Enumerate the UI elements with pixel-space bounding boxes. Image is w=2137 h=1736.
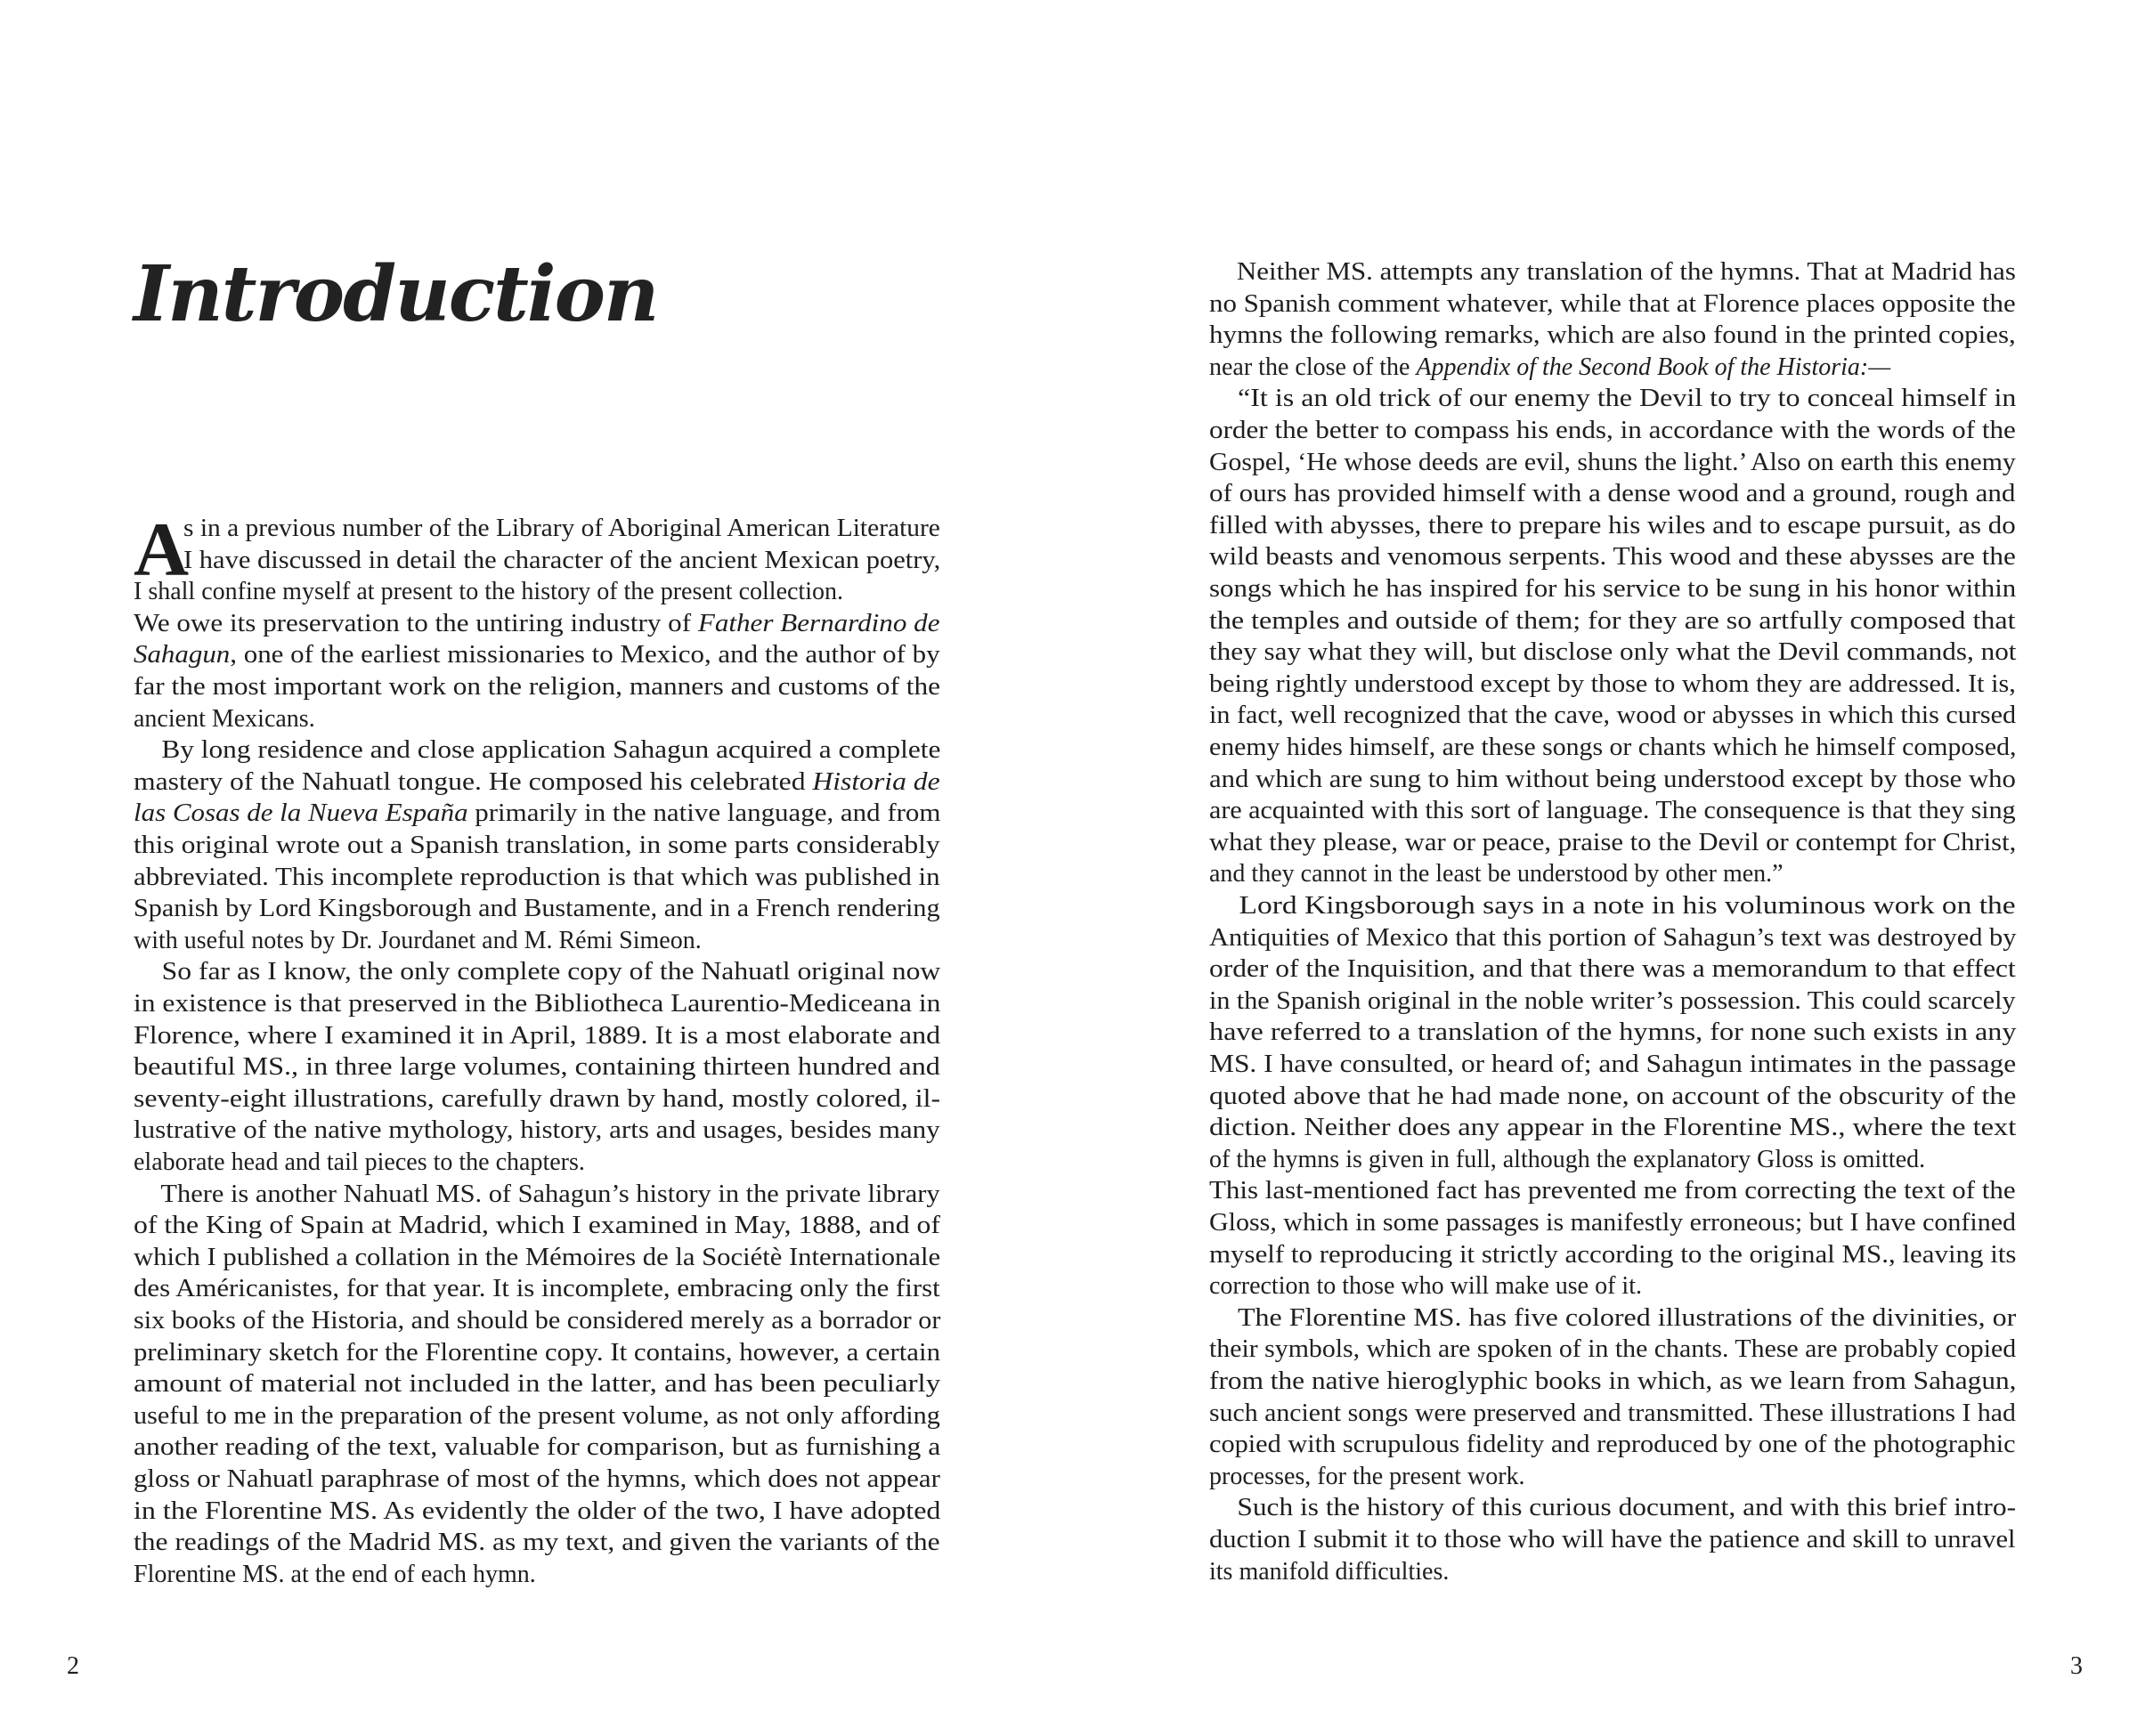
text-line: copied with scrupulous fidelity and reproduced by one of the photographic	[1209, 1431, 2016, 1459]
text-line: from the native hieroglyphic books in which, as we learn from Sahagun,	[1209, 1367, 2017, 1395]
text-line: amount of material not included in the latter, and has been peculiarly	[134, 1370, 941, 1399]
text-line: I have discussed in detail the character of the ancient Mexican poetry,	[183, 546, 941, 574]
text-line: “It is an old trick of our enemy the Devil to try to conceal himself in	[1209, 385, 2017, 413]
text-line: the temples and outside of them; for they are so artfully composed that	[1209, 606, 2016, 635]
text-line: of the King of Spain at Madrid, which I examined in May, 1888, and of	[134, 1212, 940, 1240]
text-line: MS. I have consulted, or heard of; and Sahagun intimates in the passage	[1209, 1051, 2017, 1078]
text-line: have referred to a translation of the hymns, for none such exists in any	[1209, 1018, 2017, 1047]
text-line: quoted above that he had made none, on account of the obscurity of the	[1209, 1082, 2017, 1110]
text-line: lustrative of the native mythology, history, arts and usages, besides many	[134, 1116, 940, 1145]
text-line: order of the Inquisition, and that there was a memorandum to that effect	[1209, 955, 2016, 984]
text-line: diction. Neither does any appear in the Florentine MS., where the text	[1209, 1114, 2017, 1142]
text-line: ancient Mexicans.	[134, 704, 315, 733]
text-line: wild beasts and venomous serpents. This wood and these abysses are the	[1209, 543, 2016, 572]
text-line: of ours has provided himself with a dense wood and a ground, rough and	[1209, 480, 2016, 508]
text-line: beautiful MS., in three large volumes, containing thirteen hundred and	[134, 1053, 940, 1082]
text-line: seventy-eight illustrations, carefully drawn by hand, mostly colored, il-	[134, 1084, 941, 1113]
text-line: in fact, well recognized that the cave, wood or abysses in which this cursed	[1209, 702, 2017, 730]
text-line: elaborate head and tail pieces to the chapters.	[134, 1148, 585, 1176]
text-line: no Spanish comment whatever, while that at Florence places opposite the	[1209, 289, 2016, 318]
text-line: las Cosas de la Nueva España primarily in the native language, and from	[134, 799, 941, 828]
text-line: preliminary sketch for the Florentine copy. It contains, however, a certain	[134, 1338, 941, 1367]
text-line: myself to reproducing it strictly according to the original MS., leaving its	[1209, 1240, 2017, 1269]
text-line: Antiquities of Mexico that this portion of Sahagun’s text was destroyed by	[1209, 923, 2017, 952]
text-line: gloss or Nahuatl paraphrase of most of the hymns, which does not appear	[134, 1465, 940, 1493]
text-line: Such is the history of this curious document, and with this brief intro-	[1209, 1494, 2017, 1522]
page-number-left: 2	[67, 1652, 79, 1680]
text-line: and which are sung to him without being understood except by those who	[1209, 765, 2016, 793]
right-page	[1068, 0, 2137, 1736]
text-line: Florentine MS. at the end of each hymn.	[134, 1560, 536, 1588]
text-line: We owe its preservation to the untiring industry of Father Bernardino de	[134, 609, 940, 637]
text-line: far the most important work on the religion, manners and customs of the	[134, 673, 941, 701]
text-line: songs which he has inspired for his service to be sung in his honor within	[1209, 575, 2017, 603]
text-line: So far as I know, the only complete copy of the Nahuatl original now	[134, 958, 941, 986]
text-line: this original wrote out a Spanish translation, in some parts considerably	[134, 831, 940, 859]
text-line: duction I submit it to those who will have the patience and skill to unravel	[1209, 1526, 2016, 1553]
text-line: are acquainted with this sort of language. The consequence is that they sing	[1209, 797, 2016, 825]
text-line: six books of the Historia, and should be considered merely as a borrador or	[134, 1307, 941, 1334]
text-line: s in a previous number of the Library of Aboriginal American Literature	[183, 515, 940, 542]
text-line: with useful notes by Dr. Jourdanet and M. Rémi Simeon.	[134, 926, 702, 954]
text-line: Gloss, which in some passages is manifestly erroneous; but I have confined	[1209, 1209, 2017, 1237]
text-line: abbreviated. This incomplete reproduction is that which was published in	[134, 863, 940, 891]
text-line: order the better to compass his ends, in accordance with the words of the	[1209, 417, 2016, 444]
text-line: Spanish by Lord Kingsborough and Bustamente, and in a French rendering	[134, 895, 940, 923]
chapter-title: Introduction	[134, 249, 658, 339]
text-line: and they cannot in the least be understood by other men.”	[1209, 860, 1784, 888]
drop-cap: A	[134, 507, 190, 592]
text-line: Neither MS. attempts any translation of the hymns. That at Madrid has	[1209, 258, 2016, 286]
text-line: Lord Kingsborough says in a note in his voluminous work on the	[1209, 892, 2016, 920]
text-line: The Florentine MS. has five colored illustrations of the divinities, or	[1209, 1303, 2017, 1332]
text-line: their symbols, which are spoken of in the chants. These are probably copied	[1209, 1335, 2017, 1364]
text-line: the readings of the Madrid MS. as my text, and given the variants of the	[134, 1529, 940, 1557]
text-line: By long residence and close application Sahagun acquired a complete	[134, 736, 941, 765]
text-line: useful to me in the preparation of the present volume, as not only affording	[134, 1401, 940, 1430]
page-number-right: 3	[2070, 1652, 2083, 1680]
text-line: I shall confine myself at present to the history of the present collection.	[134, 578, 843, 606]
text-line: near the close of the Appendix of the Second Book of the Historia:—	[1209, 353, 1891, 381]
text-line: enemy hides himself, are these songs or chants which he himself composed,	[1209, 734, 2017, 761]
text-line: they say what they will, but disclose only what the Devil commands, not	[1209, 638, 2017, 667]
text-line: being rightly understood except by those to whom they are addressed. It is,	[1209, 669, 2016, 698]
text-line: Florence, where I examined it in April, 1889. It is a most elaborate and	[134, 1021, 941, 1050]
text-line: such ancient songs were preserved and transmitted. These illustrations I had	[1209, 1399, 2016, 1427]
text-line: which I published a collation in the Mémoires de la Sociétè Internationale	[134, 1243, 941, 1271]
text-line: correction to those who will make use of it.	[1209, 1272, 1642, 1301]
text-line: filled with abysses, there to prepare his wiles and to escape pursuit, as do	[1209, 511, 2016, 539]
text-line: mastery of the Nahuatl tongue. He composed his celebrated Historia de	[134, 767, 940, 796]
text-line: des Américanistes, for that year. It is incomplete, embracing only the first	[134, 1275, 940, 1303]
text-line: another reading of the text, valuable for comparison, but as furnishing a	[134, 1433, 941, 1462]
text-line: hymns the following remarks, which are also found in the printed copies,	[1209, 321, 2016, 350]
text-line: of the hymns is given in full, although the explanatory Gloss is omitted.	[1209, 1145, 1926, 1173]
text-line: Sahagun, one of the earliest missionaries to Mexico, and the author of by	[134, 641, 940, 669]
text-line: in existence is that preserved in the Bibliotheca Laurentio-Mediceana in	[134, 990, 941, 1018]
text-line: Gospel, ‘He whose deeds are evil, shuns the light.’ Also on earth this enemy	[1209, 448, 2016, 476]
text-line: in the Florentine MS. As evidently the older of the two, I have adopted	[134, 1497, 941, 1525]
text-line: This last-mentioned fact has prevented me from correcting the text of the	[1209, 1177, 2016, 1205]
left-page	[0, 0, 1068, 1736]
text-line: its manifold difficulties.	[1209, 1557, 1450, 1586]
text-line: processes, for the present work.	[1209, 1462, 1525, 1490]
text-line: in the Spanish original in the noble writer’s possession. This could scarcely	[1209, 986, 2016, 1015]
text-line: There is another Nahuatl MS. of Sahagun’s history in the private library	[134, 1180, 940, 1208]
text-line: what they please, war or peace, praise to the Devil or contempt for Christ,	[1209, 828, 2017, 856]
